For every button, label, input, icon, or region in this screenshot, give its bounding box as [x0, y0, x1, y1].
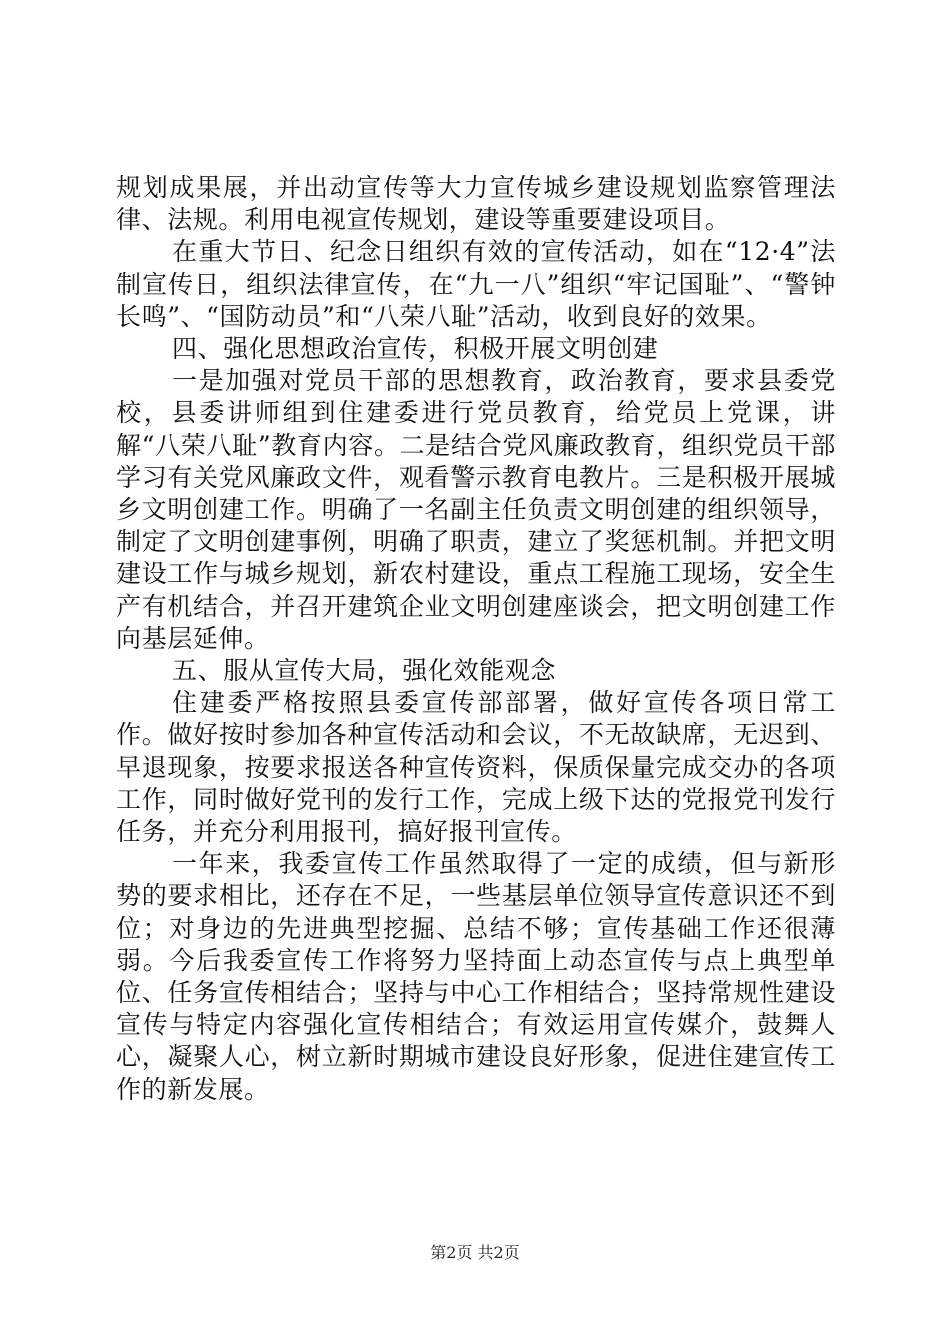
paragraph-summary: 一年来，我委宣传工作虽然取得了一定的成绩，但与新形势的要求相比，还存在不足，一些基层单位领导宣传意识还不到位；对身边的先进典型挖掘、总结不够；宣传基础工作还很薄弱。今后我委宣传工作将努力坚持面上动态宣传与点上典型单位、任务宣传相结合；坚持与中心工作相结合；坚持常规性建设宣传与特定内容强化宣传相结合；有效运用宣传媒介，鼓舞人心，凝聚人心，树立新时期城市建设良好形象，促进住建宣传工作的新发展。: [116, 849, 836, 1104]
paragraph-continuation: 规划成果展，并出动宣传等大力宣传城乡建设规划监察管理法律、法规。利用电视宣传规划，建设等重要建设项目。: [116, 173, 836, 235]
paragraph-holiday-activities: 在重大节日、纪念日组织有效的宣传活动，如在“12·4”法制宣传日，组织法律宣传，在“九一八”组织“牢记国耻”、“警钟长鸣”、“国防动员”和“八荣八耻”活动，收到良好的效果。: [116, 237, 836, 331]
paragraph-education: 一是加强对党员干部的思想教育，政治教育，要求县委党校，县委讲师组到住建委进行党员教育，给党员上党课，讲解“八荣八耻”教育内容。二是结合党风廉政教育，组织党员干部学习有关党风廉政文件，观看警示教育电教片。三是积极开展城乡文明创建工作。明确了一名副主任负责文明创建的组织领导，制定了文明创建事例，明确了职责，建立了奖惩机制。并把文明建设工作与城乡规划，新农村建设，重点工程施工现场，安全生产有机结合，并召开建筑企业文明创建座谈会，把文明创建工作向基层延伸。: [116, 366, 836, 653]
section-heading-5: 五、服从宣传大局，强化效能观念: [172, 656, 557, 686]
paragraph-daily-work: 住建委严格按照县委宣传部部署，做好宣传各项日常工作。做好按时参加各种宣传活动和会议，不无故缺席，无迟到、早退现象，按要求报送各种宣传资料，保质保量完成交办的各项工作，同时做好党刊的发行工作，完成上级下达的党报党刊发行任务，并充分利用报刊，搞好报刊宣传。: [116, 688, 836, 847]
page-footer: 第2页 共2页: [430, 1243, 520, 1262]
document-body: [116, 172, 836, 1106]
section-heading-4: 四、强化思想政治宣传，积极开展文明创建: [172, 334, 659, 364]
